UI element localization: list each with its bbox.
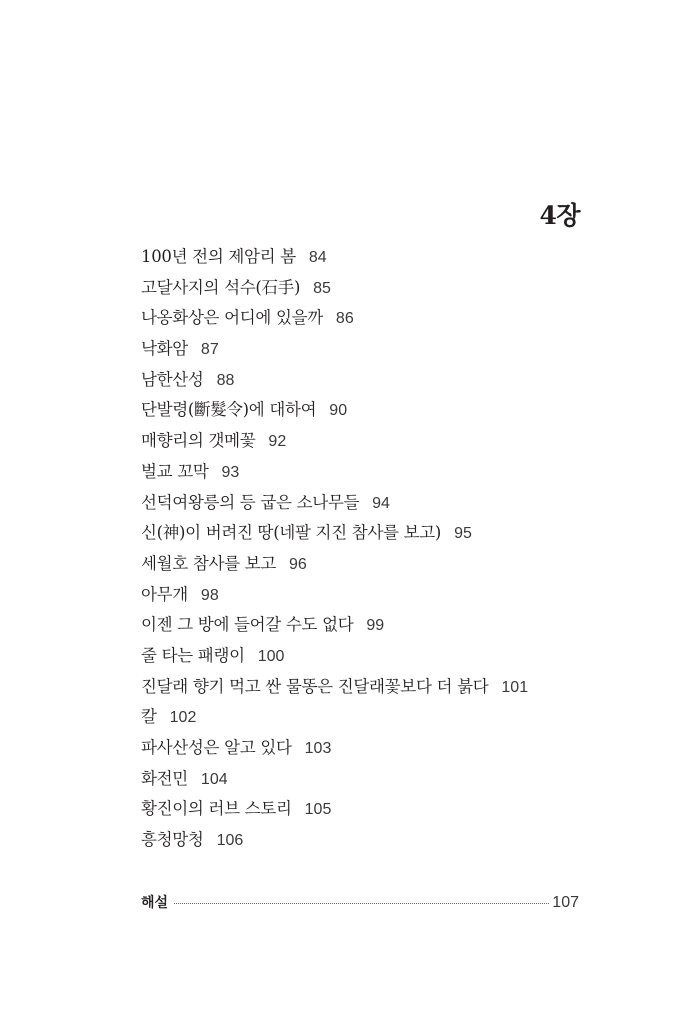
toc-entry[interactable] (141, 826, 528, 857)
toc-entry[interactable] (141, 366, 528, 397)
toc-entry[interactable] (141, 581, 528, 612)
toc-entry-title: 진달래 향기 먹고 싼 물똥은 진달래꽃보다 더 붉다 (141, 676, 489, 696)
afterword-page: 107 (552, 894, 579, 911)
toc-entry-title: 100년 전의 제암리 봄 (141, 247, 296, 266)
toc-entry[interactable] (141, 673, 528, 704)
toc-entry-title: 벌교 꼬막 (141, 461, 209, 481)
toc-entry[interactable] (141, 703, 528, 734)
toc-entry-page: 99 (366, 617, 385, 635)
toc-entry[interactable] (141, 734, 528, 765)
toc-entry-afterword[interactable] (141, 892, 579, 912)
toc-entry[interactable] (141, 519, 528, 550)
toc-entry-title: 세월호 참사를 보고 (141, 553, 277, 573)
toc-entry[interactable] (141, 489, 528, 520)
toc-entry-page: 100 (257, 647, 285, 665)
toc-entry[interactable] (141, 335, 528, 366)
toc-entry-page: 102 (169, 709, 197, 727)
toc-entry-page: 104 (200, 770, 228, 788)
toc-entry-title: 남한산성 (141, 369, 204, 389)
toc-entry-page: 103 (304, 740, 332, 757)
toc-entry-page: 85 (313, 279, 331, 297)
toc-entry-page: 96 (289, 555, 307, 573)
toc-entry[interactable] (141, 550, 528, 581)
toc-entry-title: 흥청망청 (141, 830, 204, 850)
toc-entry-page: 101 (501, 678, 529, 696)
toc-entry-title: 고달사지의 석수(石手) (141, 277, 301, 297)
toc-entry-title: 신(神)이 버려진 땅(네팔 지진 참사를 보고) (141, 523, 442, 543)
toc-entry-page: 92 (268, 433, 287, 451)
toc-entry-page: 87 (200, 341, 219, 359)
toc-entry-title: 줄 타는 패랭이 (141, 645, 245, 665)
table-of-contents (141, 243, 528, 857)
toc-entry-title: 아무개 (141, 584, 188, 604)
toc-entry-page: 86 (335, 310, 354, 328)
toc-entry[interactable] (141, 396, 528, 427)
toc-entry[interactable] (141, 274, 528, 305)
toc-entry-title: 이젠 그 방에 들어갈 수도 없다 (141, 615, 354, 635)
toc-entry-page: 106 (216, 832, 244, 850)
chapter-heading: 4장 (539, 201, 580, 230)
toc-entry[interactable] (141, 243, 528, 274)
toc-entry-title: 선덕여왕릉의 등 굽은 소나무들 (141, 492, 360, 512)
afterword-title: 해설 (141, 895, 169, 911)
toc-entry-page: 90 (329, 402, 348, 420)
toc-entry-page: 98 (200, 586, 219, 604)
toc-entry-page: 93 (221, 463, 240, 481)
toc-entry[interactable] (141, 458, 528, 489)
toc-entry[interactable] (141, 765, 528, 796)
toc-entry-page: 105 (304, 801, 332, 819)
toc-entry-title: 낙화암 (141, 339, 188, 359)
toc-entry[interactable] (141, 611, 528, 642)
toc-entry-title: 나옹화상은 어디에 있을까 (141, 308, 323, 328)
toc-entry-title: 매향리의 갯메꽃 (141, 431, 256, 451)
toc-entry-title: 단발령(斷髮令)에 대하여 (141, 400, 317, 420)
dot-leader (174, 903, 549, 904)
toc-entry-page: 88 (216, 371, 235, 389)
toc-entry-page: 94 (372, 494, 390, 512)
toc-entry-title: 파사산성은 알고 있다 (141, 738, 292, 757)
toc-entry-title: 칼 (141, 707, 157, 727)
toc-entry[interactable] (141, 427, 528, 458)
toc-entry-title: 황진이의 러브 스토리 (141, 799, 292, 819)
toc-entry[interactable] (141, 642, 528, 673)
toc-entry-title: 화전민 (141, 768, 188, 788)
toc-entry[interactable] (141, 795, 528, 826)
toc-entry-page: 84 (308, 249, 327, 266)
toc-entry[interactable] (141, 304, 528, 335)
toc-entry-page: 95 (454, 525, 472, 543)
